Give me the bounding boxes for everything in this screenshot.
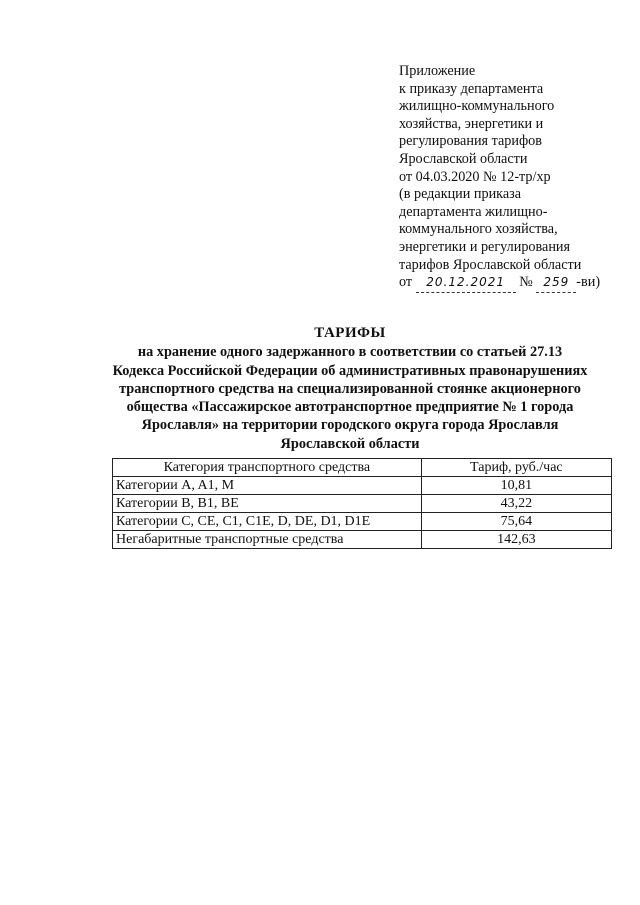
table-header-row xyxy=(113,459,612,477)
table-row xyxy=(113,477,612,495)
number-sign: № xyxy=(519,274,533,291)
table-row xyxy=(113,531,612,549)
category-cell: Категории B, B1, BE xyxy=(113,495,422,513)
appendix-line: Приложение xyxy=(399,63,476,79)
appendix-line: от 04.03.2020 № 12-тр/хр xyxy=(399,168,551,185)
amendment-prefix: от xyxy=(399,274,413,291)
title-line: транспортного средства на специализированной стоянке акционерного xyxy=(119,380,581,397)
title-line: Ярославской области xyxy=(280,435,420,452)
tariff-cell: 10,81 xyxy=(421,477,611,495)
handwritten-date: 20.12.2021 xyxy=(416,274,516,293)
header-category: Категория транспортного средства xyxy=(113,459,422,477)
handwritten-number: 259 xyxy=(536,274,576,293)
title-line: Ярославля» на территории городского округа города Ярославля xyxy=(141,417,559,434)
category-cell: Категории C, CE, C1, C1E, D, DE, D1, D1E xyxy=(113,513,422,531)
header-tariff: Тариф, руб./час xyxy=(421,459,611,477)
tariff-cell: 142,63 xyxy=(421,531,611,549)
title-heading: ТАРИФЫ xyxy=(314,325,386,341)
category-cell: Категории A, A1, M xyxy=(113,477,422,495)
appendix-line: энергетики и регулирования xyxy=(399,238,571,255)
title-line: общества «Пассажирское автотранспортное предприятие № 1 города xyxy=(126,399,574,416)
category-cell: Негабаритные транспортные средства xyxy=(113,531,422,549)
document-title xyxy=(80,324,620,453)
appendix-line: Ярославской области xyxy=(399,150,528,167)
amendment-suffix: -ви) xyxy=(576,274,601,291)
appendix-line: (в редакции приказа xyxy=(399,186,522,203)
title-line: на хранение одного задержанного в соответствии со статьей 27.13 xyxy=(137,344,563,361)
title-line: Кодекса Российской Федерации об административных правонарушениях xyxy=(112,362,588,379)
table-row xyxy=(113,513,612,531)
appendix-line: к приказу департамента xyxy=(399,80,544,97)
amendment-line xyxy=(399,274,629,293)
tariff-cell: 75,64 xyxy=(421,513,611,531)
tariff-cell: 43,22 xyxy=(421,495,611,513)
appendix-line: регулирования тарифов xyxy=(399,133,542,150)
tariffs-table xyxy=(112,458,612,549)
appendix-line: департамента жилищно- xyxy=(399,203,548,220)
appendix-line: жилищно-коммунального xyxy=(399,98,555,115)
appendix-line: тарифов Ярославской области xyxy=(399,256,582,273)
appendix-line: хозяйства, энергетики и xyxy=(399,115,544,132)
appendix-block xyxy=(399,63,629,293)
table-row xyxy=(113,495,612,513)
appendix-line: коммунального хозяйства, xyxy=(399,221,558,238)
